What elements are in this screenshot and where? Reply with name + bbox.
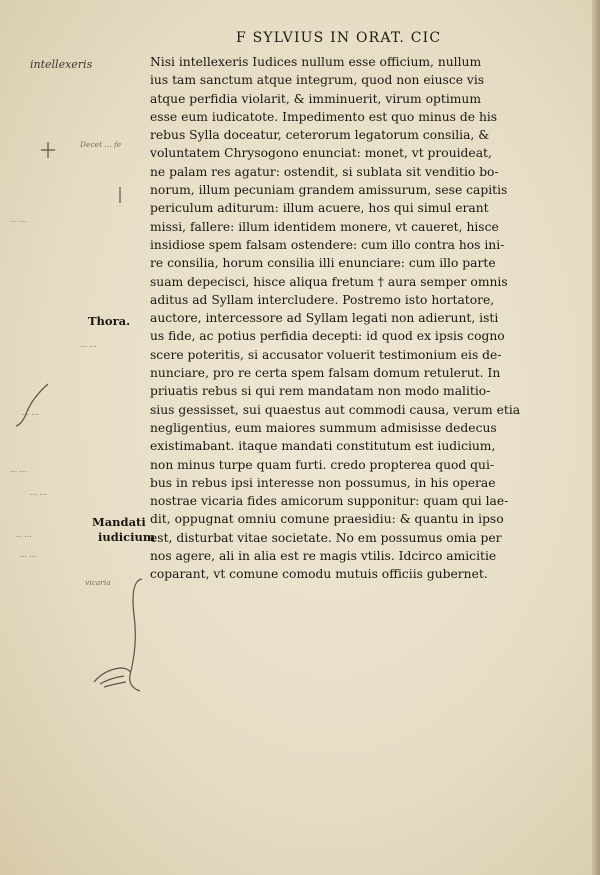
handwritten-note: ... ... (30, 488, 47, 497)
text-line: suam depecisci, hisce aliqua fretum † aura semper omnis (150, 274, 508, 289)
text-line: missi, fallere: illum identidem monere, vt caueret, hisce (150, 219, 499, 234)
text-line: ius tam sanctum atque integrum, quod non eiusce vis (150, 73, 485, 88)
text-line: nostrae vicaria fides amicorum supponitur: quam qui lae- (150, 494, 509, 509)
text-line: dit, oppugnat omniu comune praesidiu: & quantu in ipso (150, 512, 504, 527)
margin-note-mandati: Mandati (92, 515, 146, 529)
text-line: bus in rebus ipsi interesse non possumus, in his operae (150, 475, 496, 490)
margin-note-thora: Thora. (88, 314, 131, 328)
text-line: non minus turpe quam furti. credo propterea quod qui- (150, 457, 495, 472)
tick-mark-icon (115, 185, 125, 207)
text-line: periculum aditurum: illum acuere, hos qui simul erant (150, 201, 489, 216)
text-line: Nisi intellexeris Iudices nullum esse officium, nullum (150, 55, 482, 69)
text-line: negligentius, eum maiores summum admisisse dedecus (150, 420, 497, 435)
handwritten-intellexeris: intellexeris (30, 58, 93, 71)
handwritten-note: ... ... (80, 340, 97, 349)
text-line: sius gessisset, sui quaestus aut commodi causa, verum etia (150, 402, 521, 417)
text-line: auctore, intercessore ad Syllam legati non adierunt, isti (150, 311, 499, 326)
text-line: aditus ad Syllam intercludere. Postremo isto hortatore, (150, 292, 495, 307)
page-edge (592, 0, 600, 875)
text-line: nos agere, ali in alia est re magis vtilis. Idcirco amicitie (150, 549, 497, 564)
cross-mark-icon (38, 140, 58, 160)
running-head: F SYLVIUS IN ORAT. CIC (236, 30, 442, 46)
check-stroke-icon (12, 380, 52, 430)
text-line: us fide, ac potius perfidia decepti: id quod ex ipsis cogno (150, 329, 505, 344)
pointing-hand-icon (90, 662, 132, 690)
text-line: insidiose spem falsam ostendere: cum illo contra hos ini- (150, 237, 505, 252)
text-line: existimabant. itaque mandati constitutum est iudicium, (150, 439, 496, 454)
handwritten-decet: Decet ... fe (80, 140, 122, 149)
text-line: esse eum iudicatote. Impedimento est quo minus de his (150, 109, 498, 124)
handwritten-note: ... ... (15, 530, 32, 539)
handwritten-note: ... ... (10, 215, 27, 224)
text-line: ne palam res agatur: ostendit, si sublata sit venditio bo- (150, 164, 499, 179)
handwritten-note: ... ... (10, 465, 27, 474)
text-line: nunciare, pro re certa spem falsam domum retulerut. In (150, 366, 501, 381)
main-text (150, 53, 586, 584)
text-line: atque perfidia violarit, & imminuerit, virum optimum (150, 91, 482, 106)
handwritten-note: ... ... (20, 550, 37, 559)
handwritten-vicaria: vicaria (85, 578, 111, 587)
margin-note-iudicium: iudicium (98, 530, 156, 544)
text-line: voluntatem Chrysogono enunciat: monet, vt prouideat, (150, 146, 492, 161)
text-line: coparant, vt comune comodu mutuis officiis gubernet. (150, 567, 488, 582)
text-line: priuatis rebus si qui rem mandatam non modo malitio- (150, 384, 491, 399)
text-line: scere poteritis, si accusator voluerit testimonium eis de- (150, 347, 502, 362)
handwritten-note: ... ... (22, 408, 39, 417)
text-line: norum, illum pecuniam grandem amissurum, sese capitis (150, 183, 508, 198)
text-line: rebus Sylla doceatur, ceterorum legatorum consilia, & (150, 128, 490, 143)
text-line: re consilia, horum consilia illi enunciare: cum illo parte (150, 256, 496, 271)
text-line: est, disturbat vitae societate. No em possumus omia per (150, 530, 502, 545)
